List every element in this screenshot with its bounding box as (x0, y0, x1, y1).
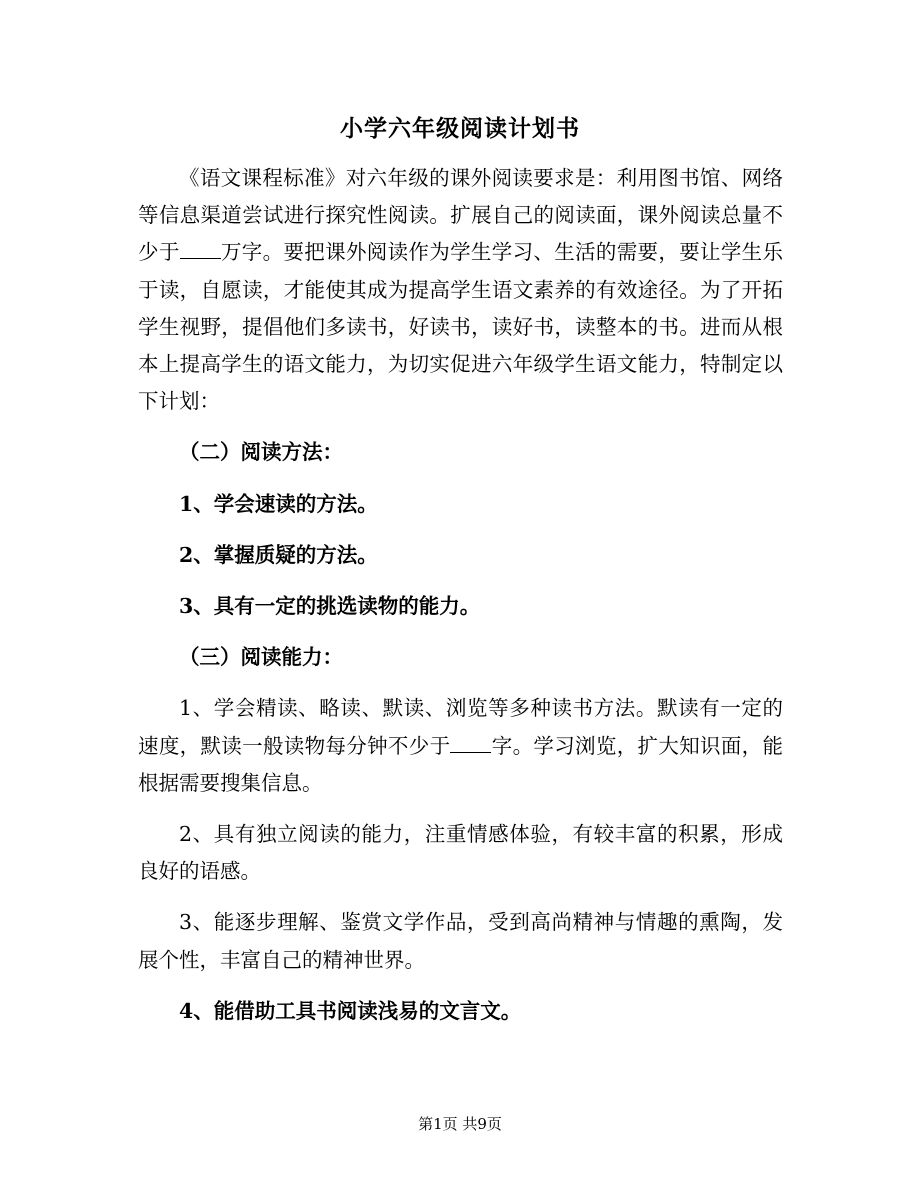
list-item: 2、具有独立阅读的能力，注重情感体验，有较丰富的积累，形成良好的语感。 (138, 822, 783, 884)
fill-blank (180, 240, 221, 259)
item1-text-part2: 字。学习浏览，扩大知识面，能根据需要搜集信息。 (138, 733, 784, 795)
list-item: 2、掌握质疑的方法。 (179, 542, 378, 567)
list-item: 4、能借助工具书阅读浅易的文言文。 (179, 998, 522, 1023)
list-item: 3、能逐步理解、鉴赏文学作品，受到高尚精神与情趣的熏陶，发展个性，丰富自己的精神世界。 (138, 910, 783, 972)
list-item (138, 690, 783, 802)
page-title: 小学六年级阅读计划书 (340, 115, 580, 142)
intro-paragraph (138, 160, 783, 420)
item1-text-part1: 1、学会精读、略读、默读、浏览等多种读书方法。默读有一定的速度，默读一般读物每分钟不少于 (138, 696, 783, 758)
list-item: 1、学会速读的方法。 (179, 491, 378, 516)
intro-text-part1: 《语文课程标准》对六年级的课外阅读要求是：利用图书馆、网络等信息渠道尝试进行探究性阅读。扩展自己的阅读面，课外阅读总量不少于 (138, 166, 783, 265)
list-item: 3、具有一定的挑选读物的能力。 (179, 594, 481, 619)
intro-text-part2: 万字。要把课外阅读作为学生学习、生活的需要，要让学生乐于读，自愿读，才能使其成为提高学生语文素养的有效途径。为了开拓学生视野，提倡他们多读书，好读书，读好书，读整本的书。进而从根本上提高学生的语文能力，为切实促进六年级学生语文能力，特制定以下计划： (138, 240, 783, 414)
section-heading-methods: （二）阅读方法： (179, 440, 343, 465)
page-number: 第1页 共9页 (418, 1115, 502, 1133)
document-body (138, 160, 783, 1044)
fill-blank (450, 734, 491, 753)
section-heading-abilities: （三）阅读能力： (179, 645, 343, 670)
